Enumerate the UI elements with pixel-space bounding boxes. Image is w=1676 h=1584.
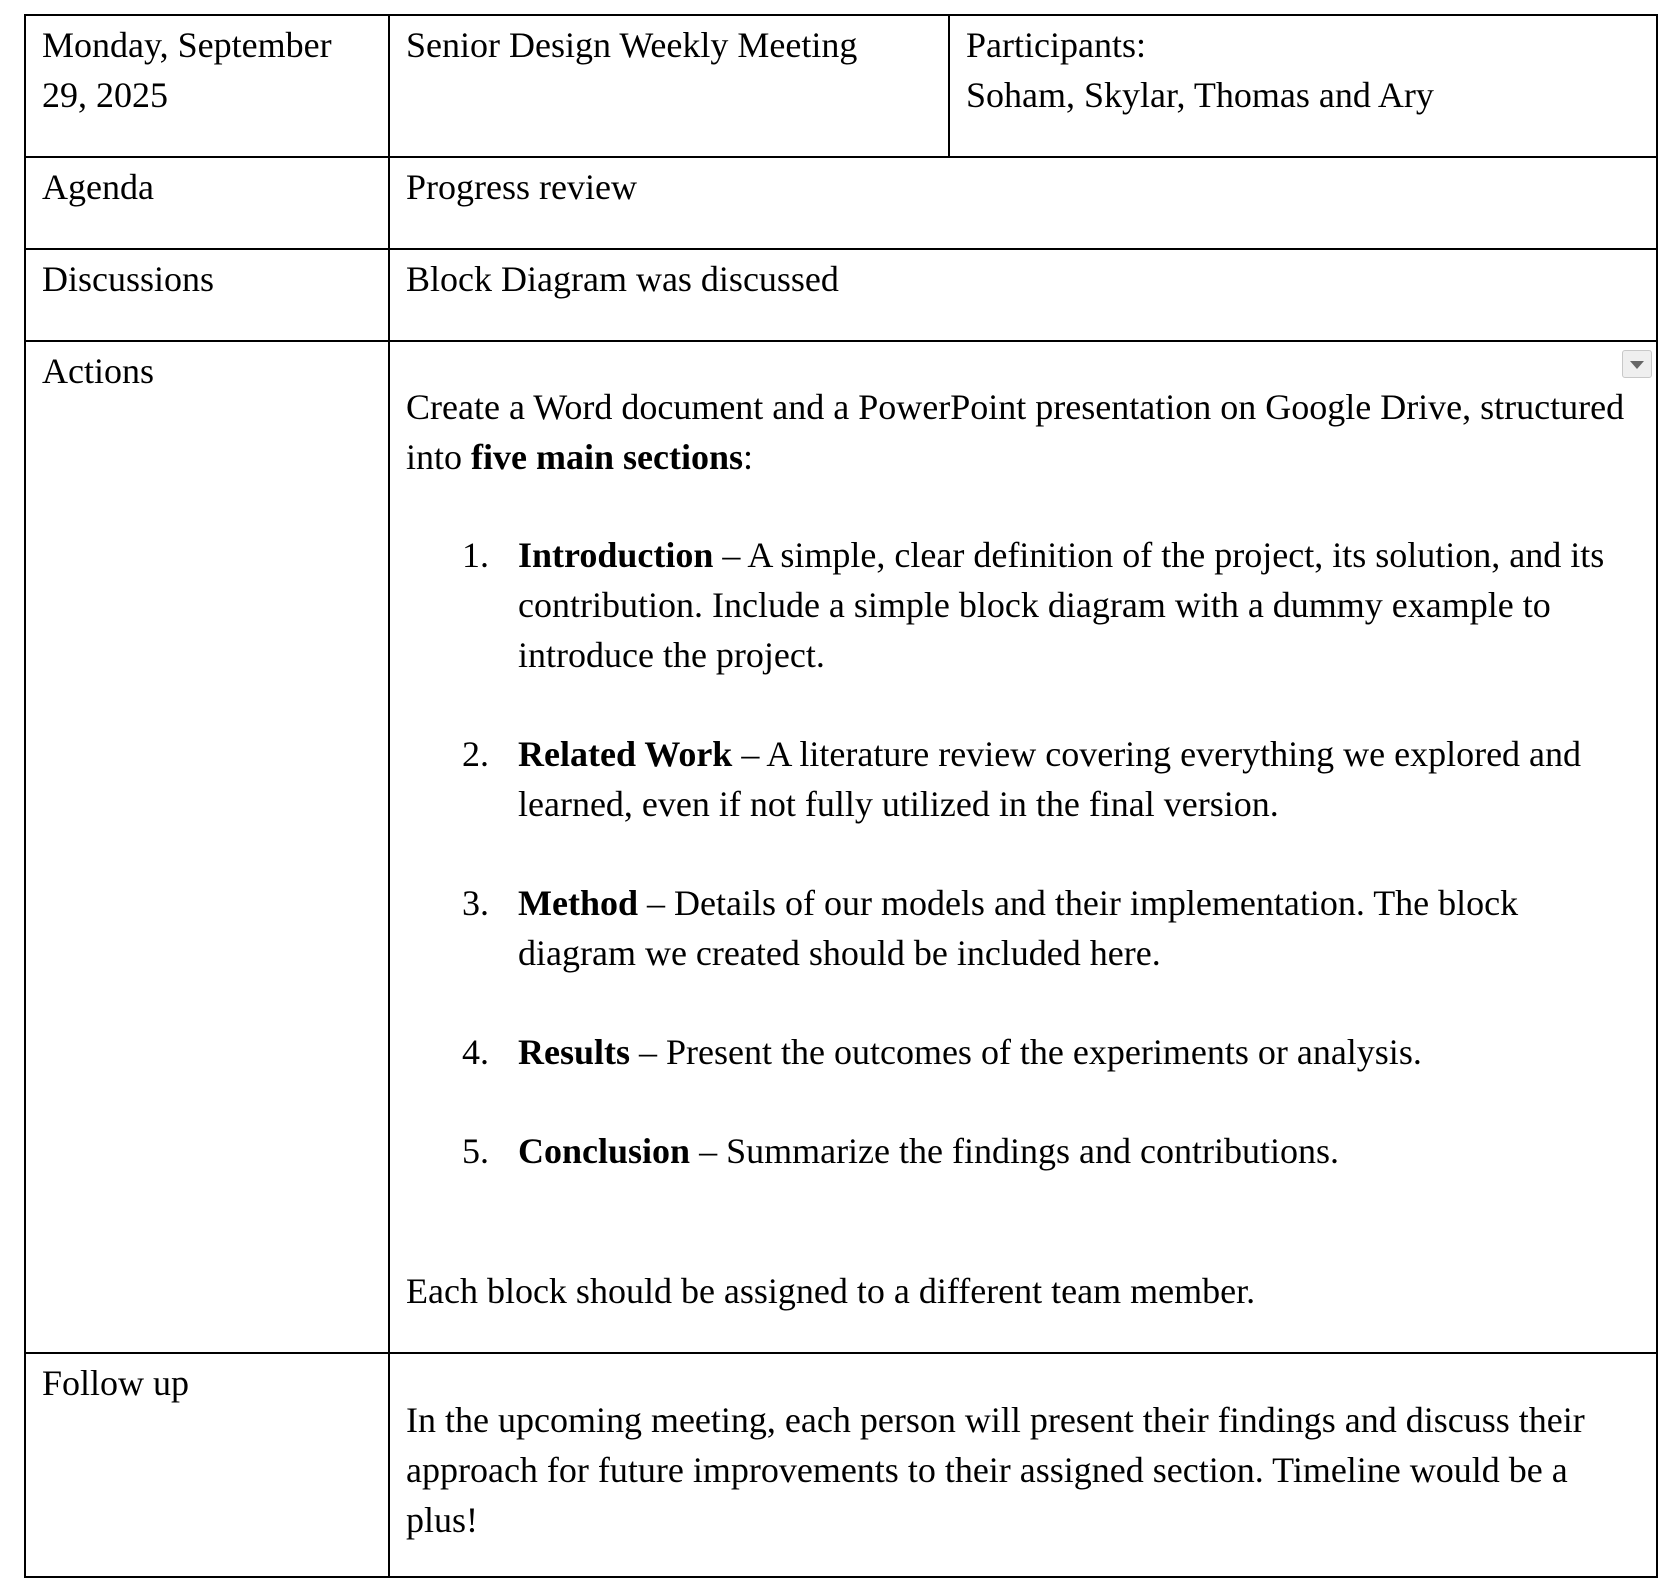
list-item-number: 3. — [462, 883, 489, 923]
actions-row — [25, 341, 1657, 1353]
actions-intro-emphasis: five main sections — [471, 437, 743, 477]
list-item-title: Related Work — [518, 734, 733, 774]
list-item-text: – A literature review covering everything we explored and learned, even if not fully utilized in the final version. — [518, 734, 1582, 824]
participants-label: Participants: — [966, 25, 1146, 65]
list-item-title: Conclusion — [518, 1131, 691, 1171]
list-item-text: – Summarize the findings and contributions. — [690, 1131, 1339, 1171]
followup-label: Follow up — [25, 1353, 389, 1577]
discussions-label: Discussions — [25, 249, 389, 341]
list-item — [462, 1027, 1640, 1077]
list-item-title: Introduction — [518, 535, 714, 575]
list-item-title: Method — [518, 883, 638, 923]
list-item — [462, 1126, 1640, 1176]
actions-intro-text: Create a Word document and a PowerPoint presentation on Google Drive, structured into — [406, 387, 1625, 477]
agenda-label: Agenda — [25, 157, 389, 249]
list-item-title: Results — [518, 1032, 631, 1072]
list-item-number: 2. — [462, 734, 489, 774]
list-item-text: – A simple, clear definition of the project, its solution, and its contribution. Include a simple block diagram with a dummy example to introduce the project. — [518, 535, 1605, 675]
sections-list — [406, 530, 1640, 1176]
discussions-row — [25, 249, 1657, 341]
list-item-number: 5. — [462, 1131, 489, 1171]
list-item — [462, 729, 1640, 829]
list-item — [462, 878, 1640, 978]
actions-closing: Each block should be assigned to a different team member. — [406, 1271, 1256, 1311]
header-row — [25, 15, 1657, 157]
participants-list: Soham, Skylar, Thomas and Ary — [966, 75, 1434, 115]
meeting-title: Senior Design Weekly Meeting — [389, 15, 949, 157]
dropdown-arrow-icon[interactable] — [1622, 350, 1652, 378]
meeting-notes-table — [24, 14, 1658, 1578]
actions-intro-colon: : — [742, 437, 753, 477]
list-item-text: – Present the outcomes of the experiments or analysis. — [630, 1032, 1422, 1072]
participants-cell — [949, 15, 1657, 157]
list-item-number: 4. — [462, 1032, 489, 1072]
followup-row — [25, 1353, 1657, 1577]
actions-label: Actions — [25, 341, 389, 1353]
actions-intro — [406, 382, 1640, 482]
agenda-value: Progress review — [389, 157, 1657, 249]
meeting-date: Monday, September 29, 2025 — [25, 15, 389, 157]
agenda-row — [25, 157, 1657, 249]
list-item-text: – Details of our models and their implementation. The block diagram we created should be included here. — [518, 883, 1519, 973]
actions-content — [389, 341, 1657, 1353]
followup-text: In the upcoming meeting, each person will present their findings and discuss their approach for future improvements to their assigned section. Timeline would be a plus! — [406, 1400, 1585, 1540]
followup-content — [389, 1353, 1657, 1577]
discussions-value: Block Diagram was discussed — [389, 249, 1657, 341]
list-item-number: 1. — [462, 535, 489, 575]
list-item — [462, 530, 1640, 680]
